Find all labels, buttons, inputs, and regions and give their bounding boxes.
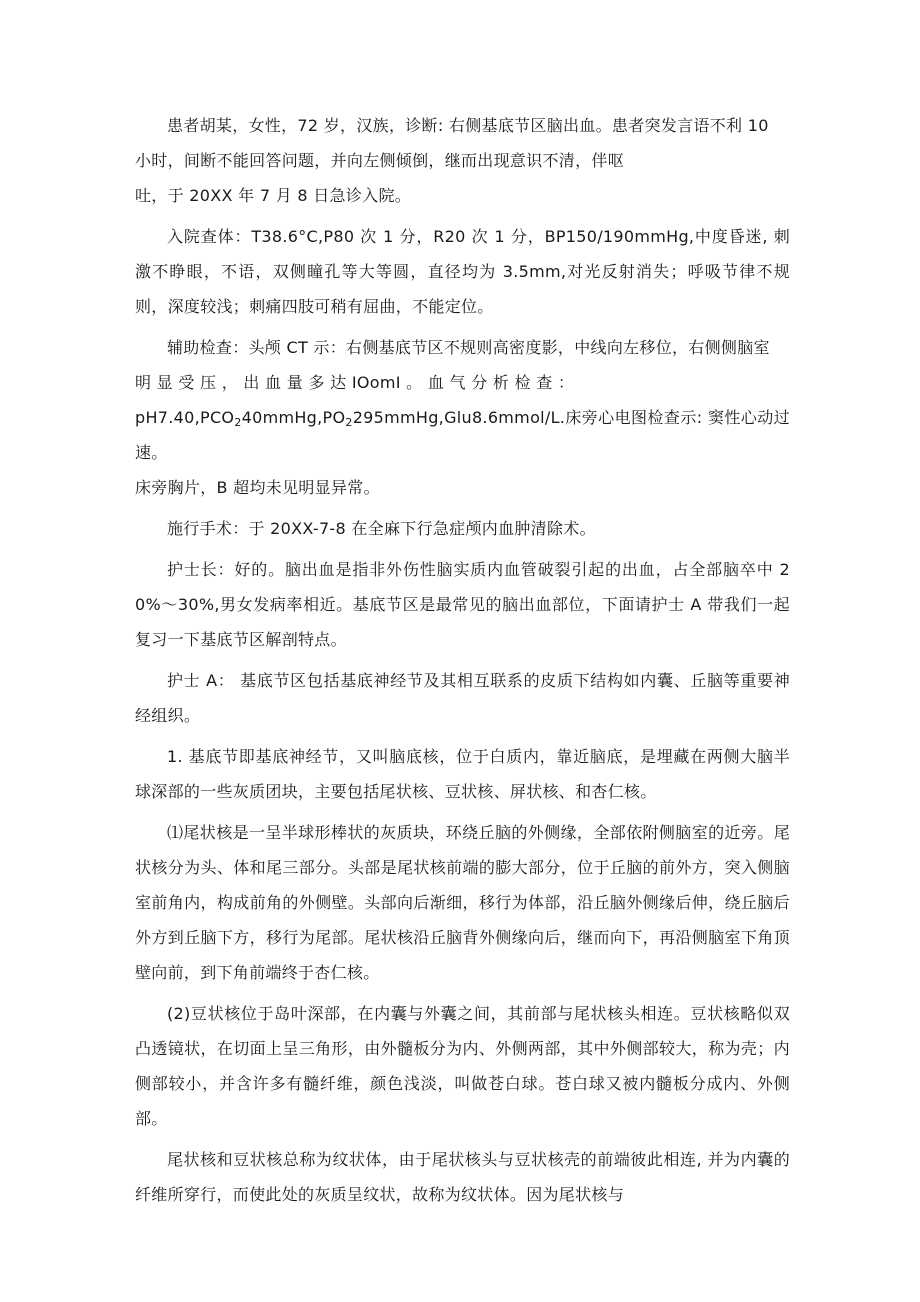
text-line: 辅助检查：头颅 CT 示：右侧基底节区不规则高密度影，中线向左移位，右侧侧脑室 <box>167 338 770 357</box>
text-line: 吐，于 20XX 年 7 月 8 日急诊入院。 <box>135 186 412 205</box>
text-line: 明 显 受 压 ， 出 血 量 多 达 IOomI 。 血 气 分 析 检 查 ： <box>135 373 575 392</box>
text-line: 床旁胸片，B 超均未见明显异常。 <box>135 478 380 497</box>
paragraph-head-nurse: 护士长：好的。脑出血是指非外伤性脑实质内血管破裂引起的出血，占全部脑卒中 20%～30%,男女发病率相近。基底节区是最常见的脑出血部位，下面请护士 A 带我们一起复习一下基底节区解剖特点。 <box>135 560 790 649</box>
text-line: 小时，间断不能回答问题，并向左侧倾倒，继而出现意识不清，伴呕 <box>135 151 625 170</box>
paragraph-striatum: 尾状核和豆状核总称为纹状体，由于尾状核头与豆状核壳的前端彼此相连, 并为内囊的纤维所穿行，而使此处的灰质呈纹状，故称为纹状体。因为尾状核与 <box>135 1150 790 1204</box>
paragraph-auxiliary-exam <box>135 330 790 505</box>
paragraph-lentiform-nucleus: (2)豆状核位于岛叶深部，在内囊与外囊之间，其前部与尾状核头相连。豆状核略似双凸透镜状，在切面上呈三角形，由外髓板分为内、外侧两部，其中外侧部较大，称为壳；内侧部较小，并含许多有髓纤维，颜色浅淡，叫做苍白球。苍白球又被内髓板分成内、外侧部。 <box>135 1004 790 1128</box>
po2-subscript: 2 <box>345 416 353 429</box>
pco2-value: 40mmHg,PO <box>241 408 346 427</box>
paragraph-nurse-a: 护士 A： 基底节区包括基底神经节及其相互联系的皮质下结构如内囊、丘脑等重要神经组织。 <box>135 671 790 725</box>
paragraph-surgery: 施行手术：于 20XX-7-8 在全麻下行急症颅内血肿清除术。 <box>167 519 596 538</box>
text-line: 患者胡某，女性，72 岁，汉族，诊断: 右侧基底节区脑出血。患者突发言语不利 10 <box>167 116 769 135</box>
pco2-subscript: 2 <box>234 416 242 429</box>
paragraph-admission-exam: 入院查体：T38.6°C,P80 次 1 分，R20 次 1 分，BP150/190mmHg,中度昏迷, 刺激不睁眼，不语，双侧瞳孔等大等圆，直径均为 3.5mm,对光反射消失；呼吸节律不规则，深度较浅；刺痛四肢可稍有屈曲，不能定位。 <box>135 227 790 316</box>
po2-rest: 295mmHg,Glu8.6mmol/L.床旁心电图检查示: 窦性心动过速。 <box>135 408 790 462</box>
paragraph-case-intro <box>135 108 790 213</box>
ph-value: pH7.40,PCO <box>135 408 235 427</box>
paragraph-basal-ganglia: 1. 基底节即基底神经节，又叫脑底核，位于白质内，靠近脑底，是埋藏在两侧大脑半球深部的一些灰质团块，主要包括尾状核、豆状核、屏状核、和杏仁核。 <box>135 747 790 801</box>
paragraph-caudate-nucleus: ⑴尾状核是一呈半球形棒状的灰质块，环绕丘脑的外侧缘，全部依附侧脑室的近旁。尾状核分为头、体和尾三部分。头部是尾状核前端的膨大部分，位于丘脑的前外方，突入侧脑室前角内，构成前角的外侧壁。头部向后渐细，移行为体部，沿丘脑外侧缘后伸，绕丘脑后外方到丘脑下方，移行为尾部。尾状核沿丘脑背外侧缘向后，继而向下，再沿侧脑室下角顶壁向前，到下角前端终于杏仁核。 <box>135 823 790 982</box>
document-body <box>135 108 790 1218</box>
blood-gas-line <box>135 400 790 470</box>
